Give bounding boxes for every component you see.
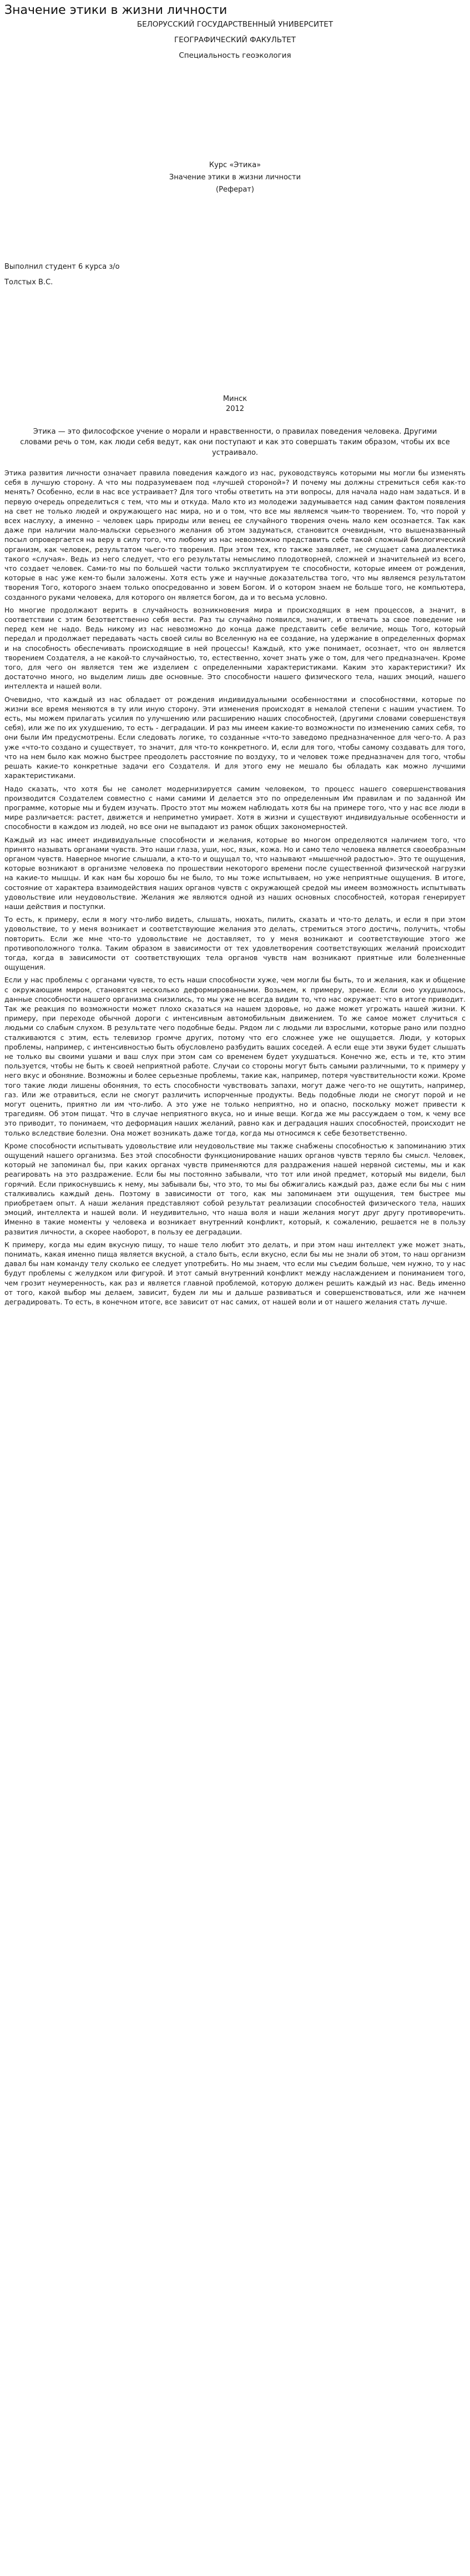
spacer — [4, 197, 466, 262]
type-line: (Реферат) — [216, 185, 254, 194]
paragraph: Каждый из нас имеет индивидуальные способности и желания, которые во многом определяются наличием того, что принято называть органами чувств. Это наши глаза, уши, нос, язык, кожа. Но и само тело человека является своеобразным органом чувств. Наверное многие слышали, а кто-то и ощущал то, что называют «мышечной радостью». Это те ощущения, которые возникают в организме человека по прошествии некоторого времени после существенной физической нагрузки на какие-то мышцы. И как нам бы хорошо бы не было, то мы тоже испытываем, но уже неприятные ощущения. В итоге, состояние от характера взаимодействия наших органов чувств с окружающей средой мы имеем возможность испытывать удовольствие или неудовольствие. Желания же являются одной из наших основных способностей, которая генерирует наши действия и поступки. — [4, 835, 466, 911]
title-page-header — [4, 19, 466, 61]
spacer — [4, 66, 466, 160]
spacer — [4, 293, 466, 394]
faculty-name: ГЕОГРАФИЧЕСКИЙ ФАКУЛЬТЕТ — [174, 36, 296, 44]
document-title: Значение этики в жизни личности — [4, 3, 228, 17]
university-name: БЕЛОРУССКИЙ ГОСУДАРСТВЕННЫЙ УНИВЕРСИТЕТ — [137, 20, 333, 29]
course-line: Курс «Этика» — [209, 161, 261, 169]
city-year-block — [4, 394, 466, 414]
paragraph: Этика развития личности означает правила поведения каждого из нас, руководствуясь которыми мы могли бы изменять себя в лучшую сторону. А что мы подразумеваем под «лучшей стороной»? И почему мы должны стремиться себя как-то менять? Особенно, если в нас все устраивает? Для того чтобы ответить на эти вопросы, для начала надо нам задаться. И в первую очередь определиться с тем, что мы и откуда. Мало кто из молодежи задумывается над самим фактом появления на свет не только людей и окружающего нас мира, но и о том, что все мы являемся чьим-то творением. То, что порой у всех наслуху, а именно – человек царь природы или венец ее случайного творения очень мало кем осознается. Так как даже при наличии мало-мальски серьезного желания об этом задуматься, становится очевидным, что вышеназванный посыл опровергается на веру в силу того, что любому из нас невозможно представить себе такой сложный биологический организм, как человек, результатом чьего-то творения. При этом тех, кто также заявляет, не смущает сама диалектика такого «случая». Ведь из него следует, что его результаты немыслимо плодотворней, сложней и значительней из всего, что создает человек. Сами-то мы по большей части только эксплуатируем те способности, которые имеем от рождения, которые в нас уже кем-то были заложены. Хотя есть уже и научные доказательства того, что мы являемся результатом творения Того, которого знаем только опосредованно и зовем Богом. И о котором знаем не больше того, не компьютера, созданного руками человека, для которого он является богом, да и то весьма условно. — [4, 469, 466, 601]
city: Минск — [223, 395, 247, 403]
paragraph: Кроме способности испытывать удовольствие или неудовольствие мы также снабжены способностью к запоминанию этих ощущений нашего организма. Без этой способности функционирование наших органов чувств теряло бы смысл. Человек, который не запоминал бы, при каких органах чувств применяются для раздражения нашей нервной системы, мы и как реагировать на это раздражение. Если бы мы постоянно забывали, что тот или иной предмет, который мы видели, был горячий. Если прикоснувшись к нему, мы забывали бы, что это, то мы бы обжигались каждый раз, даже если бы мы с ним сталкивались каждый день. Поэтому в зависимости от того, как мы запоминаем эти ощущения, тем быстрее мы приобретаем опыт. А наши желания представляют собой результат реализации способностей физического тела, наших эмоций, интеллекта и нашей воли. И неудивительно, что наша воля и наши желания могут друг другу противоречить. Именно в такие моменты у человека и возникает внутренний конфликт, который, к сожалению, решается не в пользу развития личности, а скорее наоборот, в пользу ее деградации. — [4, 1141, 466, 1236]
paragraph: Но многие продолжают верить в случайность возникновения мира и происходящих в нем процессов, а значит, в соответствии с этим безответственно себя вести. Раз ты случайно появился, значит, и отвечать за свое поведение ни перед кем не надо. Ведь никому из нас невозможно до конца даже представить себе величие, мощь Того, который передал и продолжает передавать часть своей силы во Вселенную на ее создание, на удержание в определенных формах и на способность обеспечивать происходящие в ней процессы! Каждый, кто уже понимает, осознает, что он является творением Создателя, а не какой-то случайностью, то, естественно, хочет знать уже о том, для чего предназначен. Кроме того, для чего он является тем же изделием с определенными характеристиками. Каким это характеристики? Их достаточно много, но выделим лишь две основные. Это способности нашего физического тела, наших эмоций, нашего интеллекта и нашей воли. — [4, 605, 466, 691]
paragraph: Надо сказать, что хотя бы не самолет модернизируется самим человеком, то процесс нашего совершенствования производится Создателем совместно с нами самими И делается это по определенным Им правилам и по заданной Им программе, которые мы и будем изучать. Просто этот мы можем наблюдать хотя бы на примере того, что у нас все люди в мире различается: растет, движется и неприметно умирает. Хотя в жизни и существуют индивидуальные особенности и способности в каждом из людей, но все они не выпадают из рамок общих закономерностей. — [4, 784, 466, 831]
author-block — [4, 262, 466, 288]
spacer — [4, 414, 466, 426]
paragraph: Очевидно, что каждый из нас обладает от рождения индивидуальными особенностями и способностями, которые по жизни все время меняются в ту или иную сторону. Эти изменения происходят в немалой степени с нашим участием. То есть, мы можем прилагать усилия по улучшению или расширению наших способностей, (другими словами совершенствуя себя), или же по их ухудшению, то есть - деградации. И раз мы имеем какие-то возможности по изменению самих себя, то они были Им предусмотрены. Если следовать логике, то созданные «что-то заведомо предназначенное для чего-то. А раз уже «что-то создано и существует, то значит, для что-то конкретного. И, если для того, чтобы самому создавать для того, что на нем было как можно быстрее преодолеть расстояние по воздуху, то и человек тоже предназначен для того, чтобы решать какие-то конкретные задачи его Создателя. И для этого ему не мешало бы обладать как можно лучшими характеристиками. — [4, 695, 466, 780]
epigraph: Этика — это философское учение о морали и нравственности, о правилах поведения человека. Другими словами речь о том, как люди себя ведут, как они поступают и как это совершать таким образом, чтобы их все устраивало. — [20, 428, 450, 457]
specialty-name: Специальность геоэкология — [179, 51, 291, 60]
paragraph: К примеру, когда мы едим вкусную пищу, то наше тело любит это делать, и при этом наш интеллект уже может знать, понимать, какая именно пища является вкусной, а стало быть, если вкусно, если бы мы не знали об этом, то наш организм давал бы нам команду телу сколько ее следует употребить. Но мы знаем, что если мы съедим больше, чем нужно, то у нас будут проблемы с желудком или фигурой. И этот самый внутренний конфликт между наслаждением и пониманием того, чем грозит неумеренность, как раз и является главной проблемой, которую должен решить каждый из нас. Ведь именно от того, какой выбор мы делаем, зависит, будем ли мы и дальше развиваться и совершенствоваться, или же начнем деградировать. То есть, в конечном итоге, все зависит от нас самих, от нашей воли и от нашего желания стать лучше. — [4, 1240, 466, 1307]
body-text — [4, 468, 466, 1307]
topic-line: Значение этики в жизни личности — [169, 173, 301, 182]
performed-by: Выполнил студент 6 курса з/о — [4, 263, 120, 271]
paragraph: Если у нас проблемы с органами чувств, то есть наши способности хуже, чем могли бы быть, то и желания, как и общение с окружающим миром, становятся несколько деформированными. Возьмем, к примеру, зрение. Если оно ухудшилось, данные способности нашего организма снизились, то мы уже не всегда видим то, что нас окружает: что в итоге приводит. Так же реакция по возможности может плохо сказаться на нашем здоровье, но даже может угрожать нашей жизни. К примеру, при переходе обычной дороги с интенсивным автомобильным движением. То же самое может случиться с людьми со слабым слухом. В результате чего подобные беды. Рядом ли с людьми ли взрослыми, которые рано или поздно сталкиваются с этим, есть телевизор громче других, потому что его сложнее уже не ощущается. Люди, у которых проблемы, например, с интенсивностью быть обусловлено разбудить ваших соседей. А если еще эти звуки будет слышать не только вы своими ушами и ваш слух при этом сам со временем будет ухудшаться. Конечно же, есть и те, кто этим пользуется, чтобы не быть к своей неприятной работе. Случаи со стороны могут быть самыми различными, то к примеру у него вкус и обоняние. Возможны и более серьезные проблемы, такие как, например, потеря чувствительности кожи. Кроме того такие люди лишены обоняния, то есть способности чувствовать запахи, могут даже чего-то не ощутить, например, газ. Или же отравиться, если не смогут различить испорченные продукты. Ведь подобные люди не смогут порой и не могут оценить, приятно ли им что-либо. А это уже не только неприятно, но и опасно, поскольку может привести к трагедиям. Об этом пищат. Что в случае неприятного вкуса, но и иные вещи. Когда же мы рассуждаем о том, к чему все это приводит, то понимаем, что деформация наших желаний, равно как и деградация наших способностей, происходит не только вследствие болезни. Она может возникать даже тогда, когда мы относимся к себе безответственно. — [4, 976, 466, 1137]
author-name: Толстых В.С. — [4, 278, 53, 287]
course-block — [4, 160, 466, 195]
paragraph: То есть, к примеру, если я могу что-либо видеть, слышать, нюхать, пилить, сказать и что-то делать, и если я при этом удовольствие, то у меня возникает и соответствующие желания это делать, стремиться этого достичь, получить, чтобы повторить. Если же мне что-то удовольствие не доставляет, то у меня возникают и соответствующие этого же противоположного толка. Таким образом в зависимости от тех удовлетворения соответствующих желаний происходит тогда, когда в зависимости от соответствующих тела органов чувств нам возникают приятные или болезненные ощущения. — [4, 915, 466, 972]
year: 2012 — [225, 405, 245, 413]
